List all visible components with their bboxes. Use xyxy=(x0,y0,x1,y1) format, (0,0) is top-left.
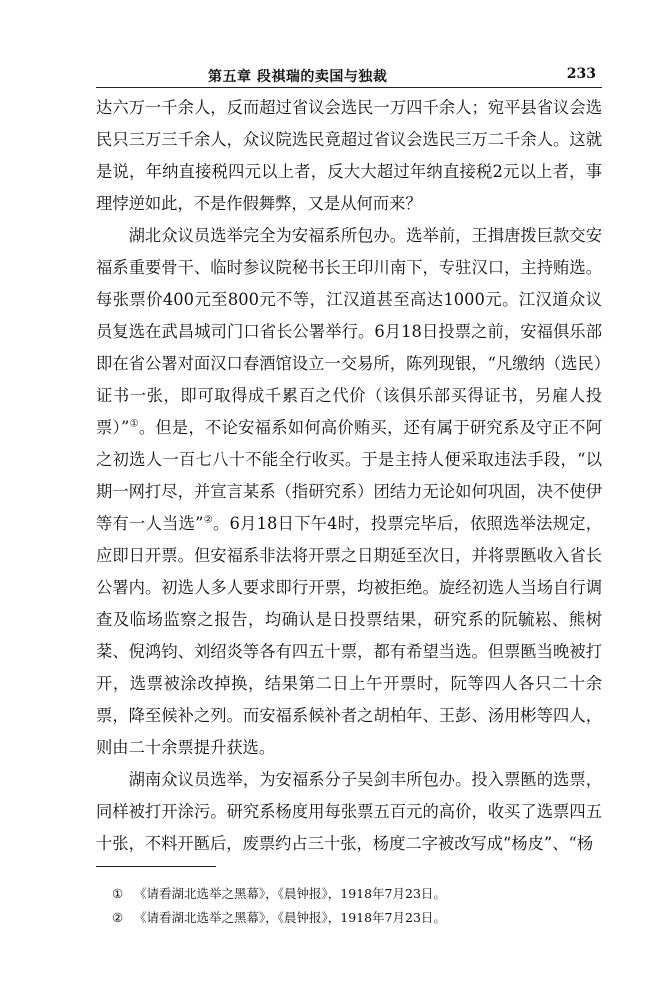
paragraph-2-part-c: 。6月18日下午4时，投票完毕后，依照选举法规定，应即日开票。但安福系非法将开票之日期延至次日，并将票匦收入省长公署内。初选人多人要求即行开票，均被拒绝。旋经初选人当场自行调查及临场监察之报告，均确认是日投票结果，研究系的阮毓崧、熊树棻、倪鸿钧、刘绍炎等各有四五十票，都有希望当选。但票匦当晚被打开，选票被涂改掉换，结果第二日上午开票时，阮等四人各只二十余票，降至候补之列。而安福系候补者之胡柏年、王彭、汤用彬等四人，则由二十余票提升获选。 xyxy=(96,514,603,757)
paragraph-2-part-b: 。但是，不论安福系如何高价贿买，还有属于研究系及守正不阿之初选人一百七八十不能全行收买。于是主持人便采取违法手段，“以期一网打尽，并宣言某系（指研究系）团结力无论如何巩固，决不使伊等有一人当选” xyxy=(96,418,602,533)
paragraph-3: 湖南众议员选举，为安福系分子吴剑丰所包办。投入票匦的选票，同样被打开涂污。研究系杨度用每张票五百元的高价，收买了选票四五十张，不料开匦后，废票约占三十张，杨度二字被改写成“杨皮”、“杨 xyxy=(96,770,602,853)
footnote-mark-2: ② xyxy=(112,910,124,925)
paragraph-1: 达六万一千余人，反而超过省议会选民一万四千余人；宛平县省议会选民只三万三千余人，众议院选民竟超过省议会选民三万二千余人。这就是说，年纳直接税四元以上者，反大大超过年纳直接税2元以上者，事理悖逆如此，不是作假舞弊，又是从何而来？ xyxy=(96,98,602,213)
running-header xyxy=(96,62,602,88)
footnote-rule xyxy=(96,866,216,867)
footnote-ref-1[interactable]: ① xyxy=(129,418,139,430)
footnote-mark-1: ① xyxy=(112,886,124,901)
footnote-ref-2[interactable]: ② xyxy=(203,514,213,526)
footnotes xyxy=(112,882,592,930)
footnote-text-1: 《请看湖北选举之黑幕》，《晨钟报》，1918年7月23日。 xyxy=(134,886,446,901)
page-number: 233 xyxy=(566,66,596,82)
header-rule xyxy=(96,87,602,88)
footnote-text-2: 《请看湖北选举之黑幕》，《晨钟报》，1918年7月23日。 xyxy=(134,910,446,925)
footnote-1 xyxy=(112,882,592,906)
chapter-title: 第五章 段祺瑞的卖国与独裁 xyxy=(208,69,388,85)
paragraph-2 xyxy=(96,220,602,764)
paragraph-2-part-a: 湖北众议员选举完全为安福系所包办。选举前，王揖唐拨巨款交安福系重要骨干、临时参议院秘书长王印川南下，专驻汉口，主持贿选。每张票价400元至800元不等，江汉道甚至高达1000元。江汉道众议员复选在武昌城司门口省长公署举行。6月18日投票之前，安福俱乐部即在省公署对面汉口春酒馆设立一交易所，陈列现银，“凡缴纳（选民）证书一张，即可取得成千累百之代价（该俱乐部买得证书，另雇人投票）” xyxy=(96,226,602,437)
footnote-2 xyxy=(112,906,592,930)
body-text xyxy=(96,92,602,860)
